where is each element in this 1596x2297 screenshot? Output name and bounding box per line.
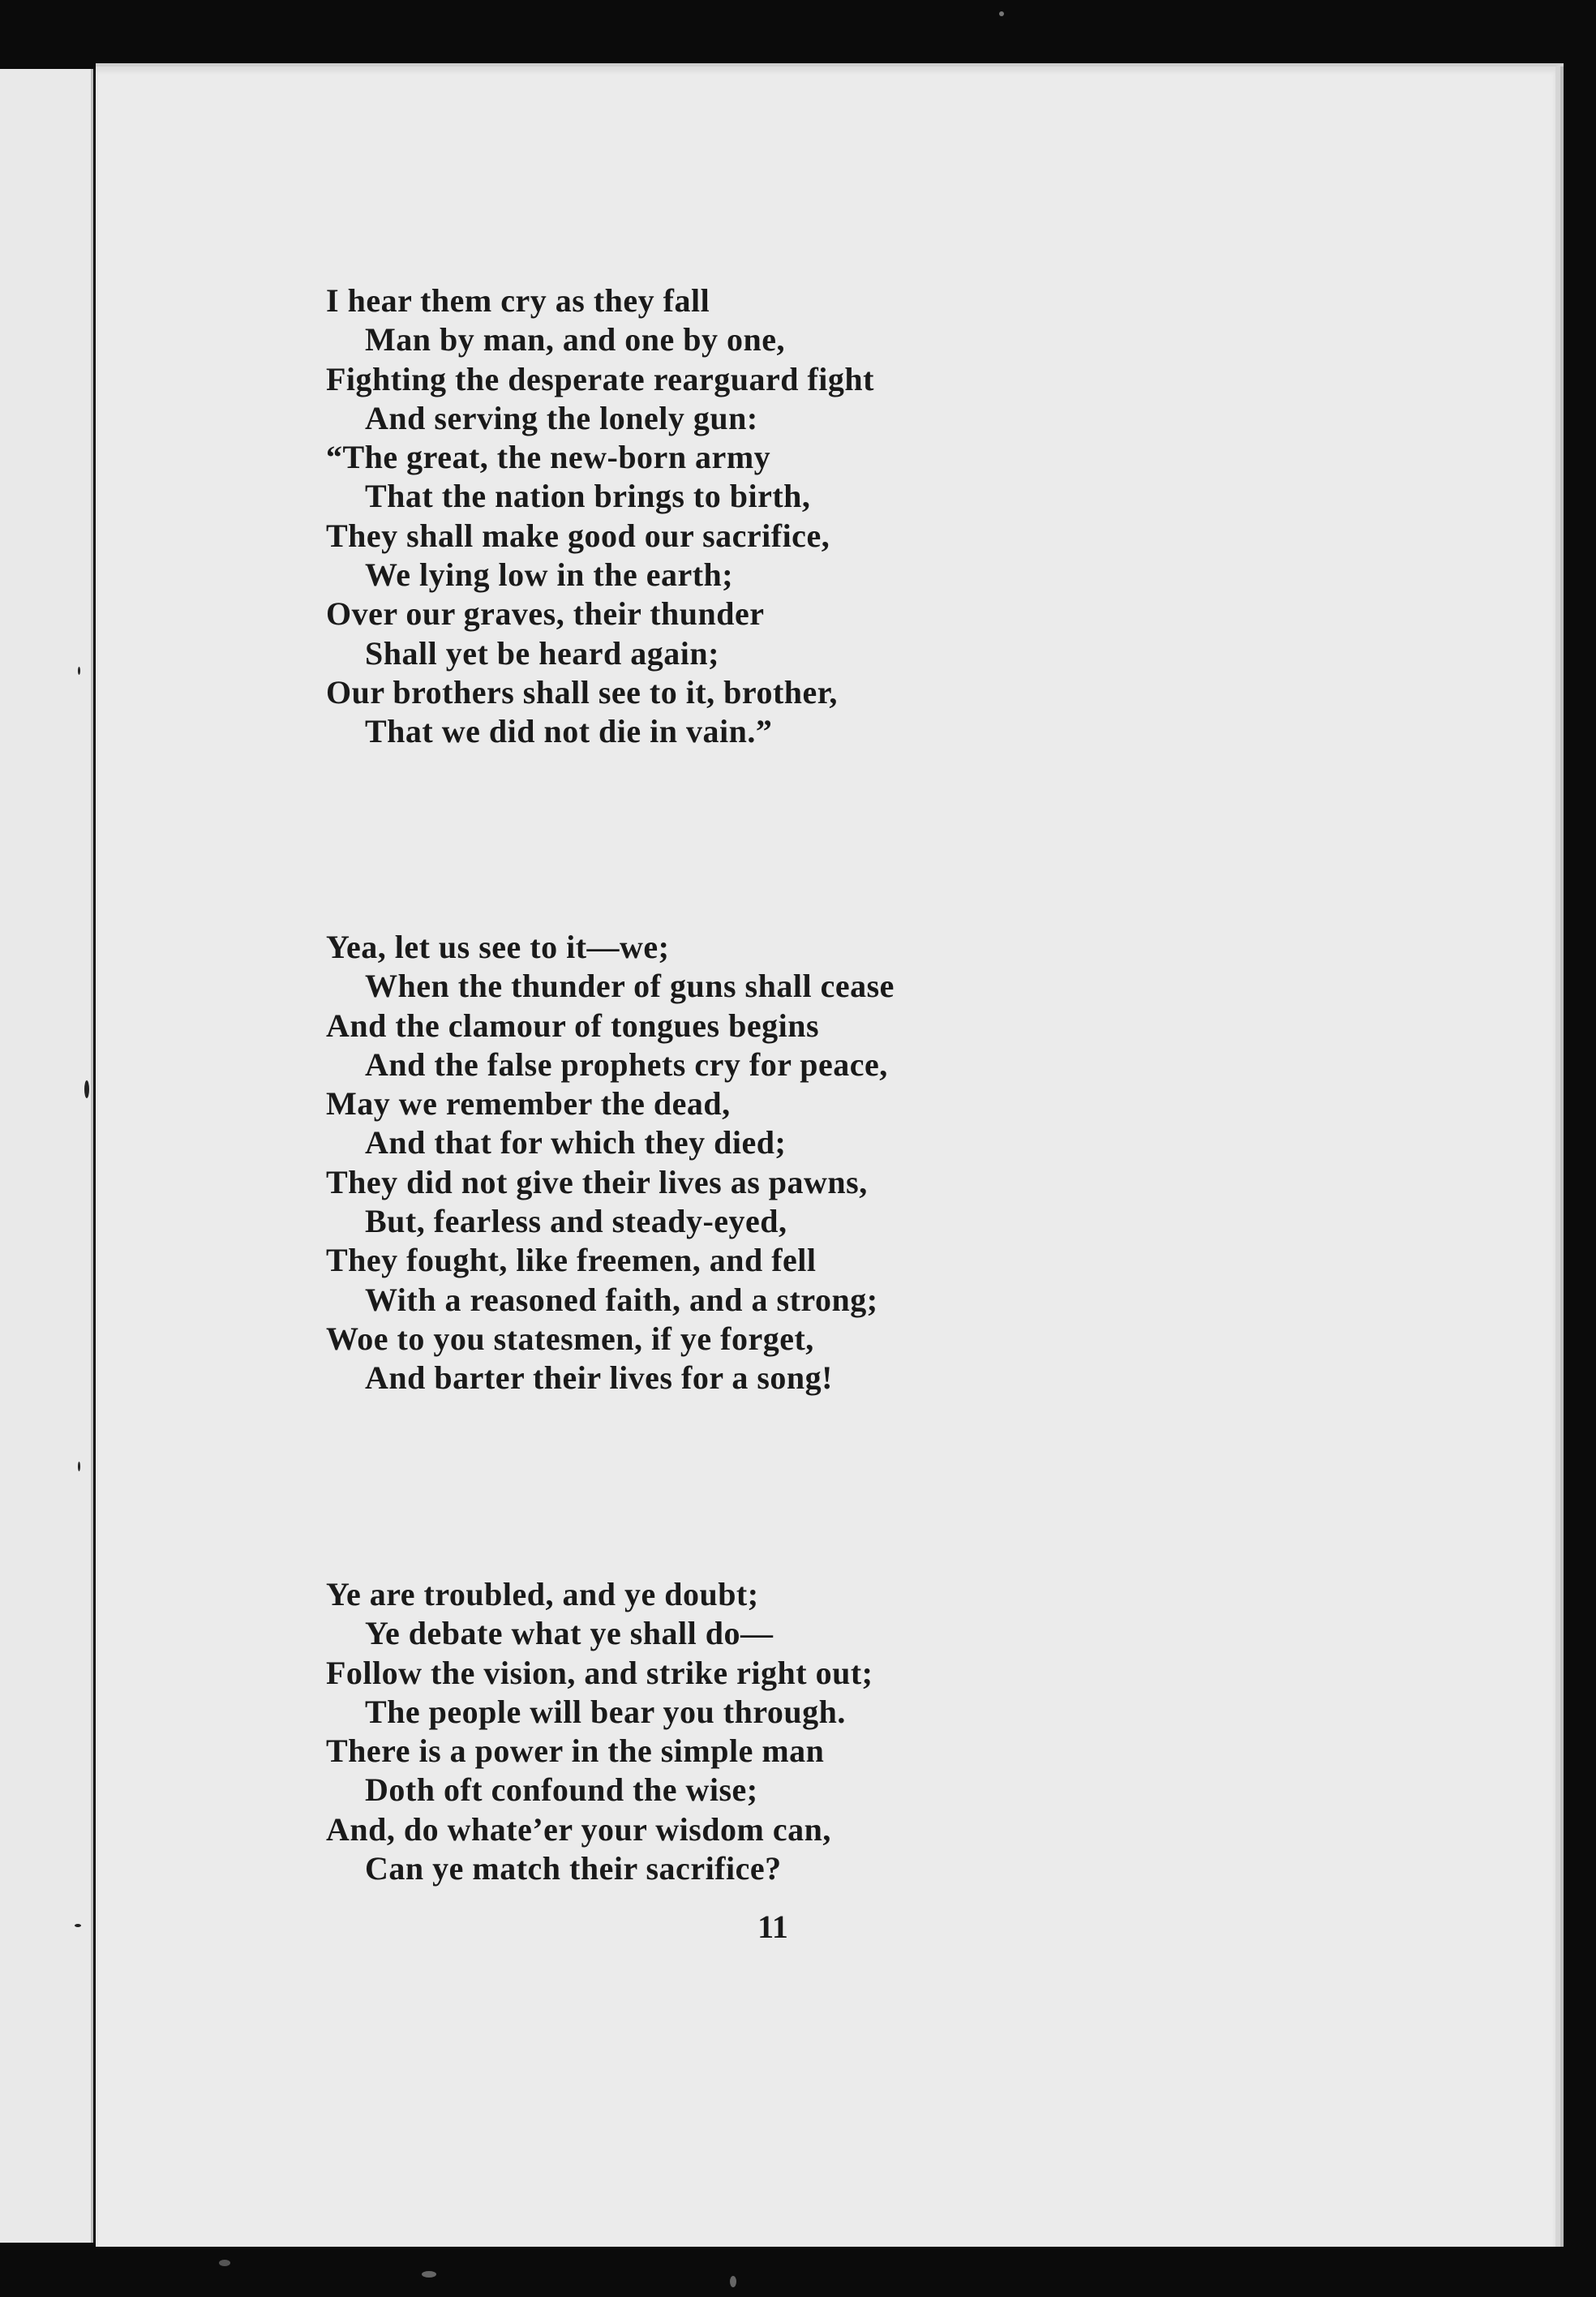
poem-line: Follow the vision, and strike right out; bbox=[326, 1654, 873, 1691]
poem-line: But, fearless and steady-eyed, bbox=[365, 1203, 787, 1240]
poem-line: Fighting the desperate rearguard fight bbox=[326, 360, 874, 397]
scan-speck bbox=[219, 2260, 230, 2266]
poem-line: Can ye match their sacrifice? bbox=[365, 1850, 782, 1887]
poem-line: Doth oft confound the wise; bbox=[365, 1771, 758, 1809]
book-page bbox=[96, 63, 1564, 2247]
margin-mark bbox=[84, 1080, 89, 1098]
poem-line: That the nation brings to birth, bbox=[365, 478, 811, 515]
poem-line: With a reasoned faith, and a strong; bbox=[365, 1281, 878, 1318]
margin-mark bbox=[78, 1462, 80, 1471]
poem-line: There is a power in the simple man bbox=[326, 1732, 825, 1770]
scan-speck bbox=[422, 2271, 436, 2278]
poem-line: They fought, like freemen, and fell bbox=[326, 1242, 817, 1279]
poem-line: I hear them cry as they fall bbox=[326, 282, 710, 319]
scan-speck bbox=[999, 11, 1004, 16]
poem-line: And barter their lives for a song! bbox=[365, 1359, 833, 1397]
poem-line: Shall yet be heard again; bbox=[365, 634, 719, 672]
poem-line: They shall make good our sacrifice, bbox=[326, 517, 830, 554]
poem-line: That we did not die in vain.” bbox=[365, 713, 773, 750]
poem-line: Man by man, and one by one, bbox=[365, 321, 786, 359]
poem-line: The people will bear you through. bbox=[365, 1693, 846, 1730]
scan-speck bbox=[730, 2276, 736, 2287]
stanza-3 bbox=[326, 1575, 1234, 1888]
poem-line: And, do whate’er your wisdom can, bbox=[326, 1810, 831, 1848]
poem-line: Over our graves, their thunder bbox=[326, 595, 765, 633]
poem-line: Ye debate what ye shall do— bbox=[365, 1615, 774, 1652]
poem-line: And that for which they died; bbox=[365, 1124, 787, 1161]
stanza-2 bbox=[326, 928, 1234, 1398]
stanza-1 bbox=[326, 281, 1234, 752]
margin-mark bbox=[78, 667, 80, 675]
poem-line: Our brothers shall see to it, brother, bbox=[326, 673, 838, 711]
poem-line: And the clamour of tongues begins bbox=[326, 1007, 820, 1044]
poem-line: Woe to you statesmen, if ye forget, bbox=[326, 1320, 814, 1357]
poem-line: “The great, the new-born army bbox=[326, 439, 771, 476]
facing-page-edge bbox=[0, 69, 93, 2243]
poem-line: Yea, let us see to it—we; bbox=[326, 929, 670, 965]
poem-line: May we remember the dead, bbox=[326, 1085, 731, 1123]
poem-line: And the false prophets cry for peace, bbox=[365, 1045, 888, 1083]
margin-mark bbox=[75, 1924, 81, 1927]
poem-line: Ye are troubled, and ye doubt; bbox=[326, 1576, 759, 1612]
poem-line: And serving the lonely gun: bbox=[365, 399, 758, 436]
poem-line: When the thunder of guns shall cease bbox=[365, 968, 895, 1005]
page-number: 11 bbox=[757, 1908, 788, 1945]
poem-line: We lying low in the earth; bbox=[365, 556, 734, 594]
poem-line: They did not give their lives as pawns, bbox=[326, 1163, 868, 1200]
